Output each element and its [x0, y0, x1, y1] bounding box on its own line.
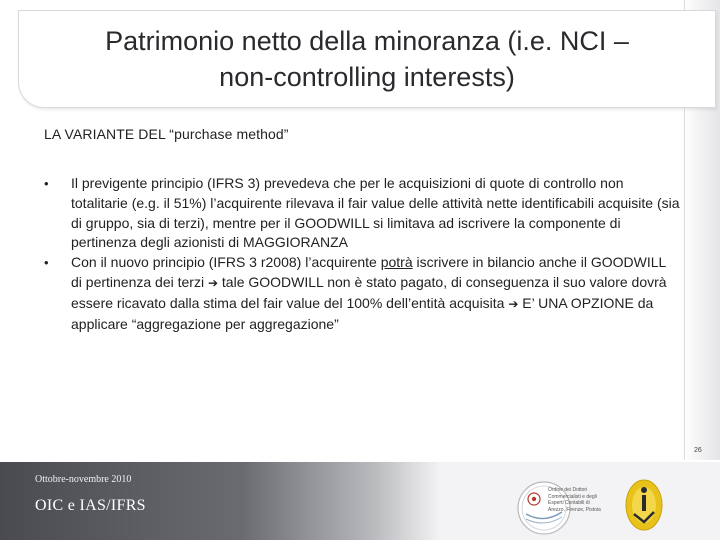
- bullet-text: Il previgente principio (IFRS 3) prevedeva che per le acquisizioni di quote di controllo non totalitarie (e.g. il 51%) l’acquirente rilevava il fair value delle attività nette identificabili acquisite (sia di gruppo, sia di terzi), mentre per il GOODWILL si limitava ad iscrivere la componente di pertinenza degli azionisti di MAGGIORANZA: [71, 175, 680, 251]
- page-number: 26: [694, 447, 702, 454]
- title-panel: [18, 10, 716, 108]
- bullet-marker: •: [44, 176, 49, 191]
- right-arrow-icon: ➔: [508, 296, 519, 311]
- gold-emblem-logo-icon: [624, 476, 664, 532]
- bullet-item-2: [44, 253, 680, 334]
- bullet-list: [44, 174, 680, 334]
- bullet-text-underlined: potrà: [380, 254, 413, 271]
- bullet-text-part-b: iscrivere in bilancio anche il GOODWILL di pertinenza dei terzi: [71, 254, 666, 290]
- bullet-text-part-c: tale GOODWILL non è stato pagato, di conseguenza il suo valore dovrà essere ricavato dalla stima del fair value del 100% dell’entità acquisita: [71, 273, 667, 311]
- ordine-logo-text: Ordine dei Dottori Commercialisti e degli Esperti Contabili di Arezzo, Firenze, Pistoia: [548, 487, 601, 513]
- bullet-text-part-d: E’ UNA OPZIONE da applicare “aggregazione per aggregazione”: [71, 294, 654, 332]
- footer-date: Ottobre-novembre 2010: [35, 474, 132, 485]
- footer-brand: OIC e IAS/IFRS: [35, 497, 146, 514]
- bullet-marker: •: [44, 255, 49, 271]
- title-line-1: Patrimonio netto della minoranza (i.e. NCI –: [105, 26, 629, 56]
- bullet-text-part-a: Con il nuovo principio (IFRS 3 r2008) l’acquirente: [71, 254, 381, 271]
- title-line-2: non-controlling interests): [219, 62, 515, 92]
- section-subtitle: LA VARIANTE DEL “purchase method”: [44, 126, 289, 142]
- right-arrow-icon: ➔: [207, 275, 219, 290]
- slide-title: [85, 23, 649, 95]
- bullet-item-1: [44, 174, 680, 253]
